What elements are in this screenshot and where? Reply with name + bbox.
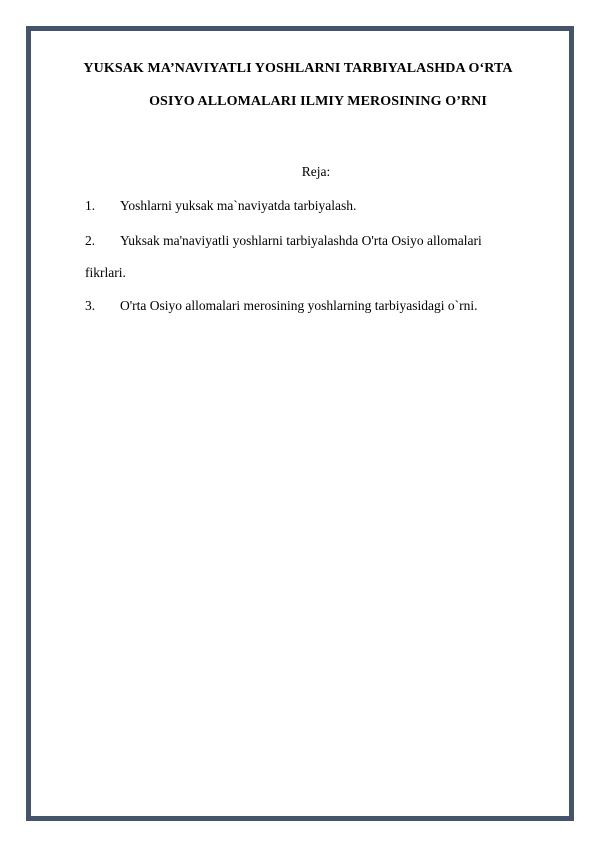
plan-item-text: Yuksak ma'naviyatli yoshlarni tarbiyalashda O'rta Osiyo allomalari: [120, 233, 482, 248]
plan-item-number: 1.: [85, 198, 96, 213]
plan-item-number: 3.: [85, 298, 96, 313]
plan-item-number: 2.: [85, 233, 96, 248]
page-border: [26, 26, 574, 821]
plan-item-text: Yoshlarni yuksak ma`naviyatda tarbiyalash.: [120, 198, 357, 213]
plan-item-text: O'rta Osiyo allomalari merosining yoshlarning tarbiyasidagi o`rni.: [120, 298, 478, 313]
document-title-line-1: YUKSAK MA’NAVIYATLI YOSHLARNI TARBIYALASHDA O‘RTA: [83, 61, 513, 76]
document-title-line-2: OSIYO ALLOMALARI ILMIY MEROSINING O’RNI: [149, 94, 487, 109]
plan-heading: Reja:: [301, 164, 331, 179]
plan-item-2-continuation: fikrlari.: [85, 265, 126, 280]
